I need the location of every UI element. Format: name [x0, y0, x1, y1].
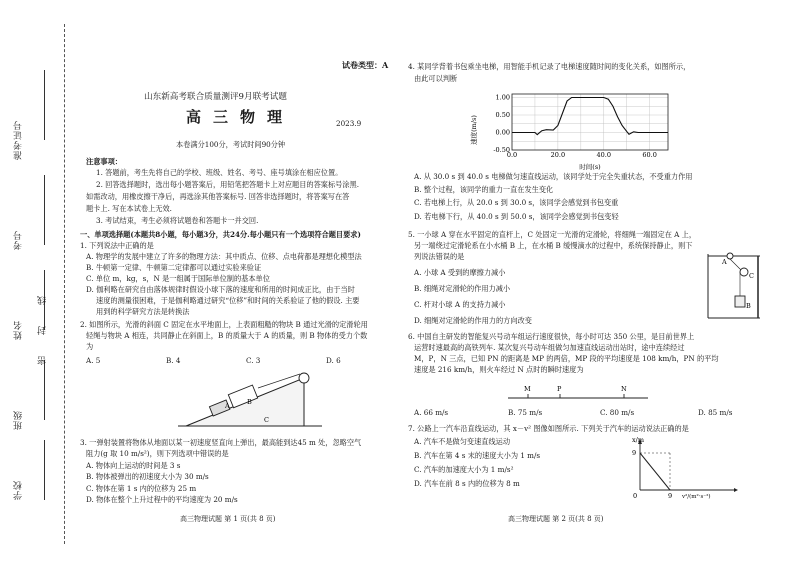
chart-frame [512, 94, 668, 150]
plot-frame [512, 94, 668, 150]
page-1 [80, 0, 392, 566]
note-line: 2. 回答选择题时，选出每小题答案后，用铅笔把答题卡上对应题目的答案标号涂黑. [96, 180, 359, 189]
q6-stem-cont: M，P，N 三点，已知 PN 的距离是 MP 的两倍，MP 段的平均速度是 108 km/h，PN 的平均 [414, 354, 719, 363]
x-tick-label: 0.0 [506, 151, 518, 159]
q1-stem: 1. 下列说法中正确的是 [80, 241, 154, 250]
q5-option[interactable]: C. 杆对小球 A 的支持力减小 [414, 300, 506, 309]
subject-title: 高三物理 [186, 108, 295, 126]
class-label: 班级 [14, 410, 24, 430]
y-tick-label: 1.00 [495, 93, 510, 102]
q4-option[interactable]: C. 若电梯上行，从 20.0 s 到 30.0 s，该同学会感觉到书包变重 [414, 198, 619, 207]
q1-option[interactable]: A. 物理学的发展中建立了许多的物理方法：其中质点、位移、点电荷都是理想化模型法 [86, 252, 362, 261]
q2-stem-cont: 轻绳与物块 A 相连，共同静止在斜面上，B 的质量大于 A 的质量，则 B 物体的受力个数 [86, 331, 368, 340]
q7-option[interactable]: A. 汽车不是做匀变速直线运动 [414, 437, 511, 446]
exam-no-blank[interactable] [44, 70, 45, 140]
notes-heading: 注意事项： [86, 157, 122, 166]
q2-stem: 2. 如图所示，光滑的斜面 C 固定在水平地面上，上表面粗糙的物块 B 通过光滑的定滑轮用 [80, 320, 368, 329]
y-tick-label: 0.50 [495, 111, 510, 119]
q7-option[interactable]: D. 汽车在前 8 s 内的位移为 8 m [414, 479, 520, 488]
exam-no-label: 准考证号 [14, 120, 24, 160]
chart-grid [512, 94, 668, 150]
exam-date: 2023.9 [336, 119, 362, 128]
exam-info: 本卷满分100分，考试时间90分钟 [176, 140, 286, 149]
q3-option[interactable]: B. 物体被弹出的初速度大小为 30 m/s [86, 472, 209, 481]
y-tick-labels [493, 94, 510, 155]
q6-label-m: M [524, 385, 531, 393]
q6-option[interactable]: C. 80 m/s [600, 408, 635, 417]
q5-stem: 5. 一小球 A 穿在水平固定的直杆上，C 处固定一光滑的定滑轮，将细绳一端固定在 A 上， [408, 230, 697, 239]
seal-dashed-line [64, 24, 65, 544]
page-1-footer: 高三物理试题 第 1 页(共 8 页) [180, 515, 276, 523]
q4-stem: 4. 某同学背着书包乘坐电梯，用智能手机记录了电梯速度随时间的变化关系，如图所示， [408, 62, 691, 71]
section-1-heading: 一、单项选择题(本题共8小题，每小题3分，共24分.每小题只有一个选项符合题目要求) [80, 230, 361, 239]
q7-option[interactable]: C. 汽车的加速度大小为 1 m/s² [414, 465, 514, 474]
q6-stem-cont: 运营时速最高的高铁列车. 某次复兴号动车组做匀加速直线运动出站时，途中连续经过 [414, 343, 685, 352]
q5-stem-cont: 列说法错误的是 [414, 252, 465, 261]
q1-option[interactable]: C. 单位 m，kg，s，N 是一组属于国际单位制的基本单位 [86, 274, 270, 283]
x-tick-label: 40.0 [596, 151, 612, 159]
q2-option[interactable]: C. 3 [246, 356, 261, 365]
q5-label-b: B [746, 302, 751, 310]
x-tick-labels [507, 151, 657, 159]
x-axis-label: 时间(s) [579, 163, 601, 171]
q7-stem: 7. 公路上一汽车沿直线运动，其 x－v² 图像如图所示. 下列关于汽车的运动说法正确的是 [408, 424, 689, 433]
q7-figure [630, 438, 740, 500]
q3-option[interactable]: D. 物体在整个上升过程中的平均速度为 20 m/s [86, 495, 238, 504]
q1-option[interactable]: D. 伽利略在研究自由落体规律时假设小球下落的速度和所用的时间成正比，由于当时 [86, 285, 355, 294]
paper-type: 试卷类型：A [342, 60, 389, 70]
q3-stem-cont: 阻力(g 取 10 m/s²)，则下列选项中错误的是 [86, 449, 229, 458]
q2-label-b: B [247, 398, 252, 406]
paper-title: 山东新高考联合质量测评9月联考试题 [144, 92, 287, 102]
q7-option[interactable]: B. 汽车在第 4 s 末的速度大小为 1 m/s [414, 451, 541, 460]
q3-option[interactable]: A. 物体向上运动的时间是 3 s [86, 461, 181, 470]
q5-figure [706, 252, 762, 320]
seat-no-blank[interactable] [44, 175, 45, 245]
q1-option-cont: 速度的测量很困难，于是伽利略通过研究“位移”和时间的关系验证了他的假设. 主要 [96, 296, 360, 305]
q4-option[interactable]: A. 从 30.0 s 到 40.0 s 电梯做匀速直线运动，该同学处于完全失重状态，不受重力作用 [414, 172, 693, 181]
q5-option[interactable]: B. 细绳对定滑轮的作用力减小 [414, 284, 511, 293]
school-label: 学校 [14, 480, 24, 500]
seat-no-label: 考号 [14, 230, 24, 250]
y-axis-label: 速度(m/s) [470, 115, 478, 145]
q5-option[interactable]: D. 细绳对定滑轮的作用力的方向改变 [414, 316, 532, 325]
q6-option[interactable]: B. 75 m/s [508, 408, 543, 417]
y-tick-label: -0.50 [493, 146, 510, 154]
x-tick-label: 20.0 [550, 151, 566, 159]
q7-y-intercept: 9 [632, 449, 637, 457]
q6-option[interactable]: D. 85 m/s [698, 408, 733, 417]
q6-label-n: N [621, 385, 627, 393]
q2-label-a: A [225, 402, 230, 410]
q5-label-c: C [749, 272, 754, 280]
q7-origin: 0 [633, 492, 638, 500]
q2-option[interactable]: A. 5 [86, 356, 101, 365]
q2-option[interactable]: D. 6 [326, 356, 341, 365]
q1-option[interactable]: B. 牛顿第一定律、牛顿第二定律都可以通过实验来验证 [86, 263, 262, 272]
q7-x-intercept: 9 [668, 492, 673, 500]
q6-figure [508, 382, 648, 402]
q2-figure [176, 370, 326, 430]
class-blank[interactable] [44, 360, 45, 420]
note-line: 1. 答题前，考生先将自己的学校、班级、姓名、考号、座号填涂在相应位置。 [96, 168, 343, 177]
q2-label-c: C [264, 416, 269, 424]
q6-label-p: P [557, 385, 562, 393]
binding-margin [0, 0, 78, 566]
q1-option-cont: 用到的科学研究方法是转换法 [96, 307, 190, 316]
q5-label-a: A [722, 258, 727, 266]
q5-option[interactable]: A. 小球 A 受到的摩擦力减小 [414, 268, 506, 277]
seal-char-1: 密 [38, 355, 48, 365]
note-line: 题卡上. 写在本试卷上无效. [86, 204, 172, 213]
seal-char-3: 线 [38, 295, 48, 305]
q6-option[interactable]: A. 66 m/s [414, 408, 449, 417]
q6-stem-cont: 速度是 216 km/h，则火车经过 N 点时的瞬时速度为 [414, 365, 584, 374]
school-blank[interactable] [44, 440, 45, 500]
q3-stem: 3. 一弹射装置将物体从地面以某一初速度竖直向上弹出，最高能到达45 m 处，忽略空气 [80, 438, 362, 447]
note-line: 3. 考试结束，考生必须将试题卷和答题卡一并交回. [96, 216, 259, 225]
q7-y-axis-label: x/m [632, 436, 645, 444]
seal-char-2: 封 [38, 325, 48, 335]
name-label: 姓名 [14, 320, 24, 340]
q4-option[interactable]: D. 若电梯下行，从 40.0 s 到 50.0 s，该同学会感觉到书包变轻 [414, 212, 619, 221]
q7-x-axis-label: v²/(m²·s⁻²) [682, 494, 711, 500]
x-tick-label: 60.0 [642, 151, 657, 159]
page-2 [408, 0, 788, 566]
note-line: 如需改动，用橡皮擦干净后，再选涂其他答案标号. 回答非选择题时，将答案写在答 [86, 192, 350, 201]
q4-velocity-chart [470, 90, 674, 171]
y-tick-label: 0.00 [495, 128, 510, 137]
q6-stem: 6. 中国自主研发的智能复兴号动车组运行速度很快，每小时可达 350 公里，是目前世界上 [408, 332, 695, 341]
q5-stem-cont: 另一端绕过定滑轮系在小水桶 B 上，在水桶 B 缓慢滴水的过程中，系统保持静止，则下 [414, 241, 693, 250]
series-line-velocity [512, 98, 668, 135]
q4-stem-cont: 由此可以判断 [414, 74, 458, 83]
q4-option[interactable]: B. 整个过程，该同学的重力一直在发生变化 [414, 185, 554, 194]
q2-option[interactable]: B. 4 [166, 356, 181, 365]
q2-stem-cont: 为 [86, 342, 94, 351]
q3-option[interactable]: C. 物体在第 1 s 内的位移为 25 m [86, 484, 197, 493]
page-2-footer: 高三物理试题 第 2 页(共 8 页) [508, 515, 604, 523]
